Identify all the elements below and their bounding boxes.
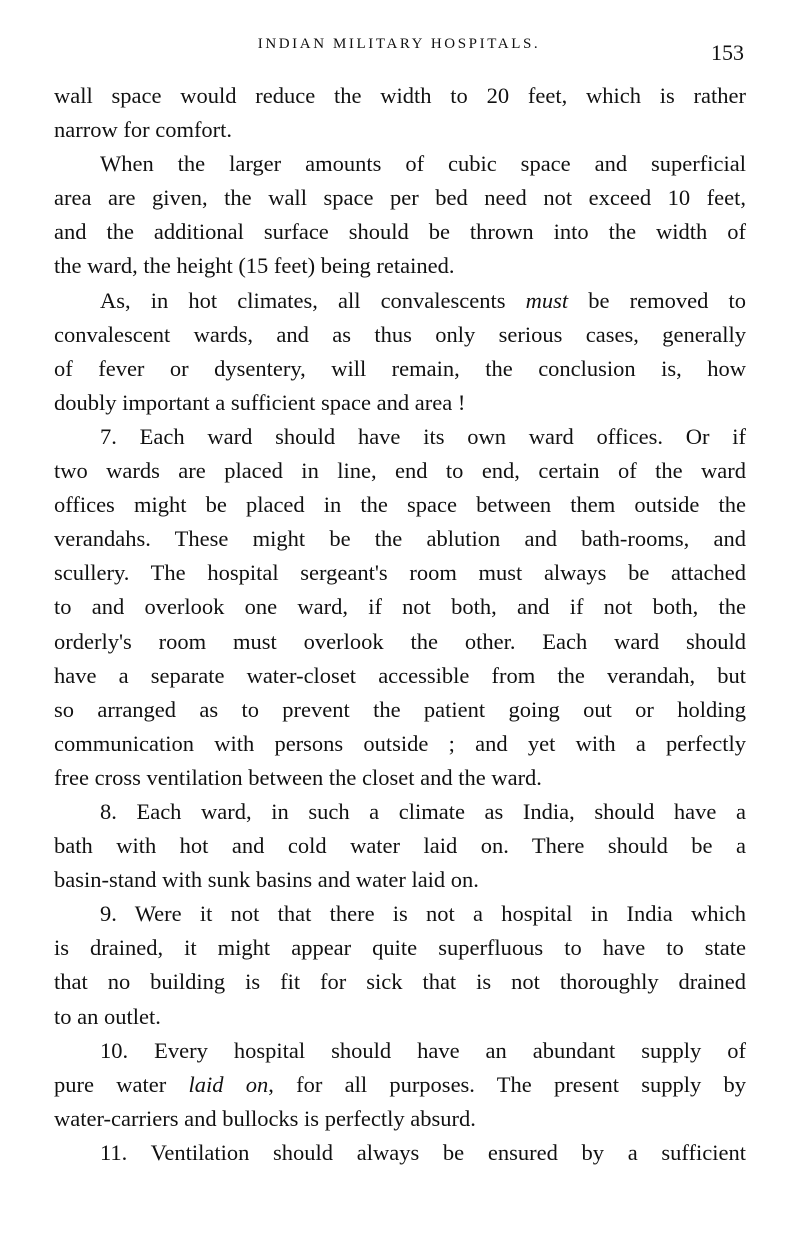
text-line: 10. Every hospital should have an abundant supply of [100, 1037, 746, 1063]
body-text [54, 79, 746, 1170]
text-line: area are given, the wall space per bed need not exceed 10 feet, [54, 185, 746, 211]
text-line: free cross ventilation between the closet and the ward. [54, 764, 542, 790]
text-line: to and overlook one ward, if not both, and if not both, the [54, 594, 746, 620]
text-line: two wards are placed in line, end to end, certain of the ward [54, 458, 746, 484]
text-line: that no building is fit for sick that is not thoroughly drained [54, 969, 746, 995]
text-line: and the additional surface should be thrown into the width of [54, 219, 746, 245]
text-line: pure water laid on, for all purposes. The present supply by [54, 1071, 746, 1097]
text-line: scullery. The hospital sergeant's room must always be attached [54, 560, 746, 586]
text-line: 9. Were it not that there is not a hospital in India which [100, 901, 746, 927]
text-line: wall space would reduce the width to 20 feet, which is rather [54, 83, 746, 108]
page-number: 153 [711, 40, 744, 65]
text-line: have a separate water-closet accessible from the verandah, but [54, 662, 746, 688]
text-line: 11. Ventilation should always be ensured by a sufficient [100, 1139, 746, 1165]
text-line: communication with persons outside ; and yet with a perfectly [54, 730, 746, 756]
running-head [54, 34, 744, 64]
text-line: to an outlet. [54, 1003, 161, 1029]
text-line: 7. Each ward should have its own ward offices. Or if [100, 423, 746, 449]
text-line: bath with hot and cold water laid on. There should be a [54, 833, 746, 859]
text-line: orderly's room must overlook the other. Each ward should [54, 628, 746, 654]
text-line: so arranged as to prevent the patient going out or holding [54, 696, 746, 722]
text-line: verandahs. These might be the ablution and bath-rooms, and [54, 526, 746, 552]
text-line: offices might be placed in the space between them outside the [54, 492, 746, 518]
text-line: the ward, the height (15 feet) being retained. [54, 253, 455, 279]
text-line: is drained, it might appear quite superfluous to have to state [54, 935, 746, 961]
text-line: doubly important a sufficient space and area ! [54, 389, 466, 415]
running-title: INDIAN MILITARY HOSPITALS. [257, 36, 541, 52]
text-line: of fever or dysentery, will remain, the conclusion is, how [54, 355, 746, 381]
text-line: 8. Each ward, in such a climate as India, should have a [100, 798, 746, 824]
text-line: convalescent wards, and as thus only serious cases, generally [54, 321, 746, 347]
text-line: As, in hot climates, all convalescents must be removed to [100, 287, 746, 313]
text-line: water-carriers and bullocks is perfectly absurd. [54, 1105, 476, 1131]
text-line: narrow for comfort. [54, 117, 233, 143]
text-line: When the larger amounts of cubic space and superficial [100, 151, 746, 177]
text-line: basin-stand with sunk basins and water laid on. [54, 867, 479, 893]
